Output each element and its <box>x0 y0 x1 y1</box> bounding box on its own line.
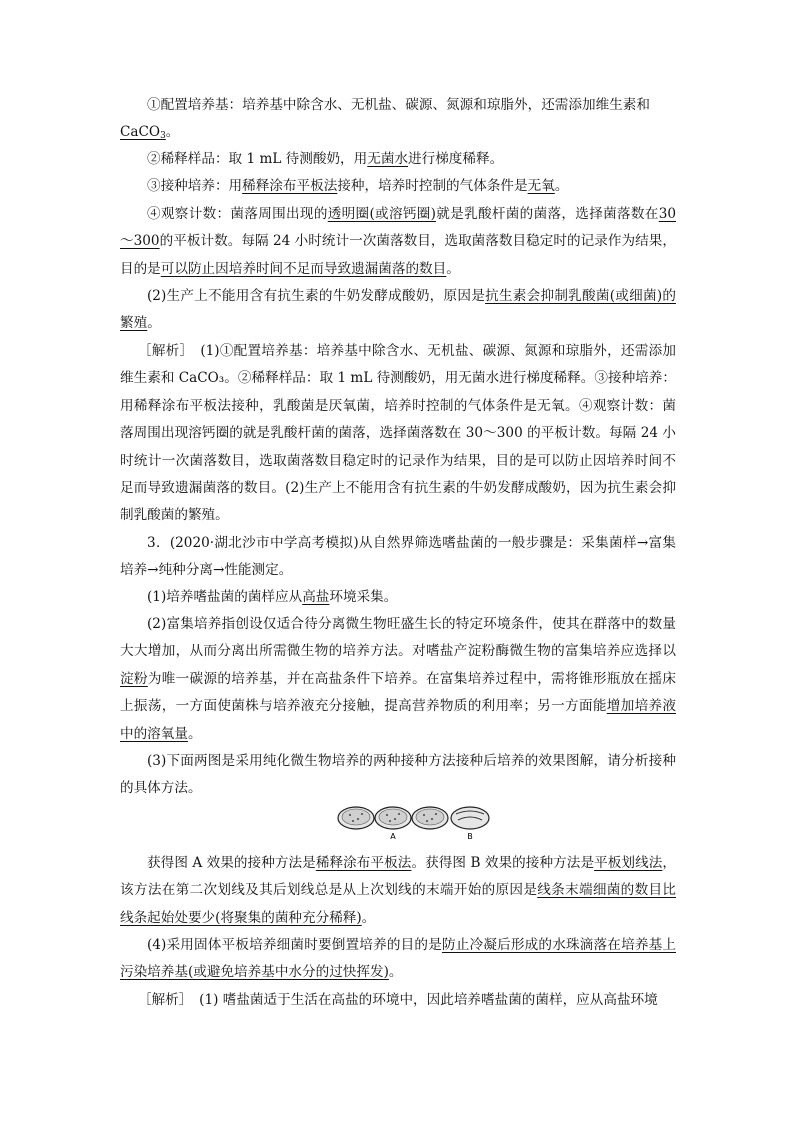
paragraph-q3-answer3: 获得图 A 效果的接种方法是稀释涂布平板法。获得图 B 效果的接种方法是平板划线法，该方法在第二次划线及其后划线总是从上次划线的末端开始的原因是线条末端细菌的数目比线条起始处要少(将聚集的菌种充分稀释)。 <box>120 855 676 926</box>
paragraph-step3: ③接种培养：用稀释涂布平板法接种，培养时控制的气体条件是无氧。 <box>147 178 569 194</box>
figure-label-b: B <box>467 832 473 841</box>
paragraph-step4: ④观察计数：菌落周围出现的透明圈(或溶钙圈)就是乳酸杆菌的菌落，选择菌落数在30～300的平板计数。每隔 24 小时统计一次菌落数目，选取菌落数目稳定时的记录作为结果，目的是可以防止因培养时间不足而导致遗漏菌落的数目。 <box>120 206 677 277</box>
petri-dish-b <box>451 807 489 829</box>
paragraph-analysis-1: ［解析］ (1)①配置培养基：培养基中除含水、无机盐、碳源、氮源和琼脂外，还需添加维生素和 CaCO₃。②稀释样品：取 1 mL 待测酸奶，用无菌水进行梯度稀释。③接种培养：用稀释涂布平板法接种，乳酸菌是厌氧菌，培养时控制的气体条件是无氧。④观察计数：菌落周围出现溶钙圈的就是乳酸杆菌的菌落，选择菌落数在 30～300 的平板计数。每隔 24 小时统计一次菌落数目，选取菌落数目稳定时的记录作为结果，目的是可以防止因培养时间不足而导致遗漏菌落的数目。(2)生产上不能用含有抗生素的牛奶发酵成酸奶，因为抗生素会抑制乳酸菌的繁殖。 <box>120 343 676 524</box>
paragraph-q3-part2: (2)富集培养指创设仅适合待分离微生物旺盛生长的特定环境条件，使其在群落中的数量大大增加，从而分离出所需微生物的培养方法。对嗜盐产淀粉酶微生物的富集培养应选择以淀粉为唯一碳源的培养基，并在高盐条件下培养。在富集培养过程中，需将锥形瓶放在摇床上振荡，一方面使菌株与培养液充分接触，提高营养物质的利用率；另一方面能增加培养液中的溶氧量。 <box>120 616 677 742</box>
paragraph-question3: 3．(2020·湖北沙市中学高考模拟)从自然界筛选嗜盐菌的一般步骤是：采集菌样→富集培养→纯种分离→性能测定。 <box>120 535 676 579</box>
figure-label-a: A <box>390 832 396 841</box>
petri-dish-a2 <box>375 807 411 829</box>
paragraph-analysis-2: ［解析］ (1) 嗜盐菌适于生活在高盐的环境中，因此培养嗜盐菌的菌样，应从高盐环境 <box>138 992 658 1008</box>
paragraph-q3-part3: (3)下面两图是采用纯化微生物培养的两种接种方法接种后培养的效果图解，请分析接种的具体方法。 <box>120 753 676 797</box>
paragraph-question2: (2)生产上不能用含有抗生素的牛奶发酵成酸奶，原因是抗生素会抑制乳酸菌(或细菌)的繁殖。 <box>120 288 676 332</box>
petri-dish-figure <box>336 802 491 842</box>
paragraph-step1: ①配置培养基：培养基中除含水、无机盐、碳源、氮源和琼脂外，还需添加维生素和 CaCO$_3$。 <box>120 97 650 142</box>
petri-dish-a1 <box>338 807 374 829</box>
paragraph-step2: ②稀释样品：取 1 mL 待测酸奶，用无菌水进行梯度稀释。 <box>147 151 504 167</box>
paragraph-q3-part4: (4)采用固体平板培养细菌时要倒置培养的目的是防止冷凝后形成的水珠滴落在培养基上污染培养基(或避免培养基中水分的过快挥发)。 <box>120 937 677 981</box>
petri-dish-a3 <box>412 807 448 829</box>
paragraph-q3-part1: (1)培养嗜盐菌的菌样应从高盐环境采集。 <box>147 589 398 605</box>
